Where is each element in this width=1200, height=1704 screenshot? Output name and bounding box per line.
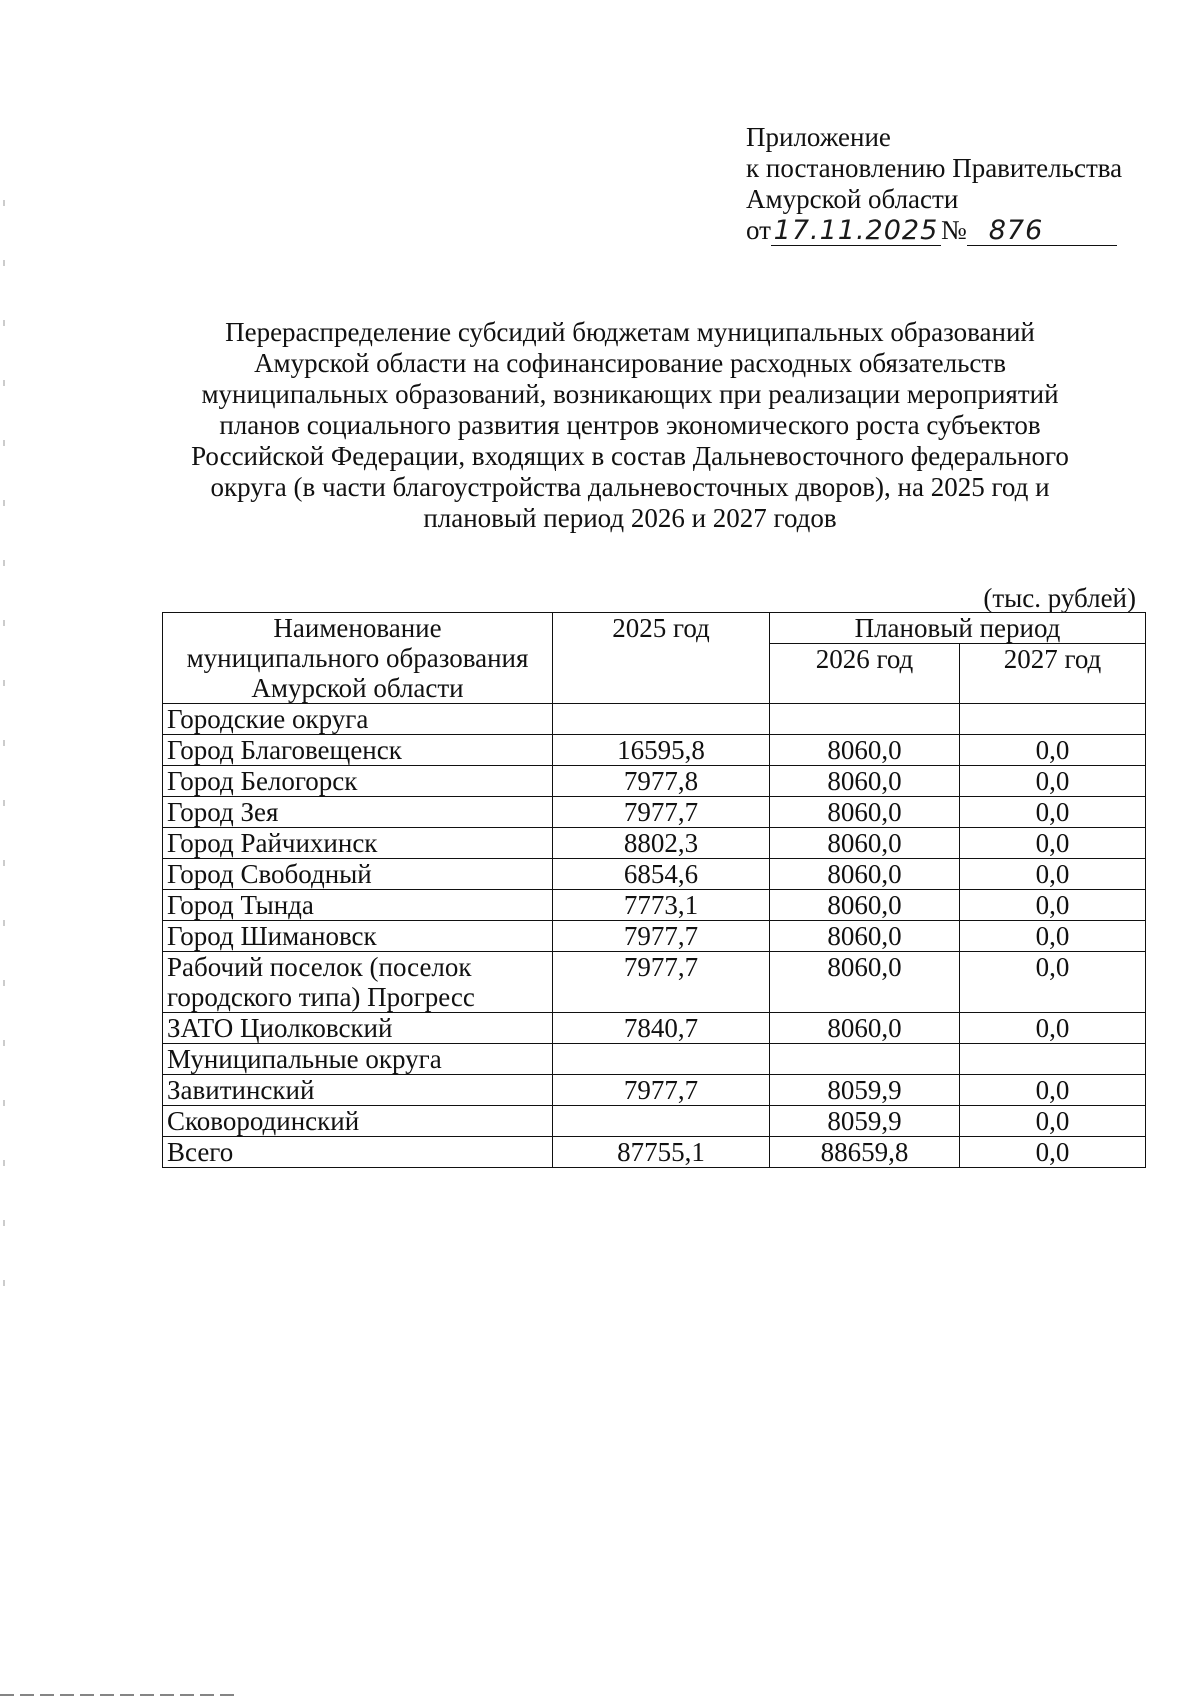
row-2027: 0,0 — [960, 921, 1146, 952]
row-2027: 0,0 — [960, 766, 1146, 797]
appendix-decree: к постановлению Правительства — [746, 153, 1123, 183]
table-row — [163, 766, 1146, 797]
appendix-date-number — [746, 215, 1122, 246]
row-2026: 8060,0 — [770, 735, 960, 766]
row-2027: 0,0 — [960, 735, 1146, 766]
row-2025: 8802,3 — [553, 828, 770, 859]
row-2025: 7773,1 — [553, 890, 770, 921]
row-2027: 0,0 — [960, 859, 1146, 890]
row-2026: 8060,0 — [770, 890, 960, 921]
row-2025: 87755,1 — [553, 1137, 770, 1168]
row-2027: 0,0 — [960, 1013, 1146, 1044]
row-2025: 7977,7 — [553, 952, 770, 1013]
row-2027: 0,0 — [960, 1106, 1146, 1137]
table-row — [163, 735, 1146, 766]
title-line: округа (в части благоустройства дальневосточных дворов), на 2025 год и — [210, 472, 1050, 502]
row-2027: 0,0 — [960, 1137, 1146, 1168]
row-2025: 6854,6 — [553, 859, 770, 890]
row-2025: 16595,8 — [553, 735, 770, 766]
handwritten-date: 17.11.2025 — [771, 217, 941, 246]
row-2027: 0,0 — [960, 1075, 1146, 1106]
row-name: Всего — [163, 1137, 553, 1168]
header-2026: 2026 год — [770, 644, 960, 704]
row-2025: 7977,7 — [553, 921, 770, 952]
title-line: муниципальных образований, возникающих при реализации мероприятий — [201, 379, 1059, 409]
row-2027: 0,0 — [960, 797, 1146, 828]
row-name: Город Шимановск — [163, 921, 553, 952]
row-name: Рабочий поселок (поселок городского типа) Прогресс — [163, 952, 553, 1013]
title-line: Российской Федерации, входящих в состав Дальневосточного федерального — [191, 441, 1069, 471]
row-name: Город Зея — [163, 797, 553, 828]
row-2025: 7977,7 — [553, 1075, 770, 1106]
row-2025: 7840,7 — [553, 1013, 770, 1044]
row-2025 — [553, 704, 770, 735]
table-row — [163, 1106, 1146, 1137]
table-row — [163, 921, 1146, 952]
row-2027: 0,0 — [960, 952, 1146, 1013]
row-2026: 88659,8 — [770, 1137, 960, 1168]
row-name: Город Белогорск — [163, 766, 553, 797]
table-row — [163, 828, 1146, 859]
scan-edge-marks — [3, 200, 5, 1300]
table-row — [163, 1044, 1146, 1075]
row-2026: 8060,0 — [770, 921, 960, 952]
row-name: Сковородинский — [163, 1106, 553, 1137]
row-2025 — [553, 1044, 770, 1075]
table-row — [163, 890, 1146, 921]
header-name: Наименование муниципального образования Амурской области — [163, 613, 553, 704]
number-label: № — [940, 215, 967, 245]
row-name: Муниципальные округа — [163, 1044, 553, 1075]
units-label: (тыс. рублей) — [983, 583, 1136, 613]
title-line: планов социального развития центров экономического роста субъектов — [219, 410, 1041, 440]
row-2025: 7977,7 — [553, 797, 770, 828]
handwritten-number: 876 — [967, 217, 1117, 246]
row-name: Завитинский — [163, 1075, 553, 1106]
appendix-block — [746, 122, 1122, 246]
header-planned-period: Плановый период — [770, 613, 1146, 644]
table-row — [163, 704, 1146, 735]
row-name: Город Благовещенск — [163, 735, 553, 766]
row-2026: 8060,0 — [770, 828, 960, 859]
row-2026 — [770, 704, 960, 735]
row-name: ЗАТО Циолковский — [163, 1013, 553, 1044]
table-row — [163, 859, 1146, 890]
title-line: Амурской области на софинансирование расходных обязательств — [254, 348, 1006, 378]
row-2026: 8060,0 — [770, 952, 960, 1013]
title-line: плановый период 2026 и 2027 годов — [423, 503, 837, 533]
row-2026: 8059,9 — [770, 1075, 960, 1106]
title-line: Перераспределение субсидий бюджетам муниципальных образований — [225, 317, 1035, 347]
row-2026: 8060,0 — [770, 797, 960, 828]
row-name: Город Свободный — [163, 859, 553, 890]
row-name: Городские округа — [163, 704, 553, 735]
table-row-total — [163, 1137, 1146, 1168]
table-row — [163, 1075, 1146, 1106]
row-2027: 0,0 — [960, 828, 1146, 859]
row-2026: 8060,0 — [770, 766, 960, 797]
row-2025 — [553, 1106, 770, 1137]
table-row — [163, 952, 1146, 1013]
scan-bottom-edge — [0, 1694, 240, 1696]
document-title — [170, 317, 1090, 534]
header-2027: 2027 год — [960, 644, 1146, 704]
row-2026: 8060,0 — [770, 1013, 960, 1044]
row-2026: 8060,0 — [770, 859, 960, 890]
table-row — [163, 797, 1146, 828]
subsidy-table — [162, 612, 1146, 1168]
appendix-title: Приложение — [746, 122, 891, 152]
row-2027: 0,0 — [960, 890, 1146, 921]
row-name: Город Тында — [163, 890, 553, 921]
row-2026 — [770, 1044, 960, 1075]
row-2025: 7977,8 — [553, 766, 770, 797]
row-2027 — [960, 1044, 1146, 1075]
row-name: Город Райчихинск — [163, 828, 553, 859]
from-label: от — [746, 215, 771, 245]
row-2026: 8059,9 — [770, 1106, 960, 1137]
table-body — [163, 704, 1146, 1168]
table-row — [163, 1013, 1146, 1044]
row-2027 — [960, 704, 1146, 735]
header-2025: 2025 год — [553, 613, 770, 704]
appendix-region: Амурской области — [746, 184, 959, 214]
